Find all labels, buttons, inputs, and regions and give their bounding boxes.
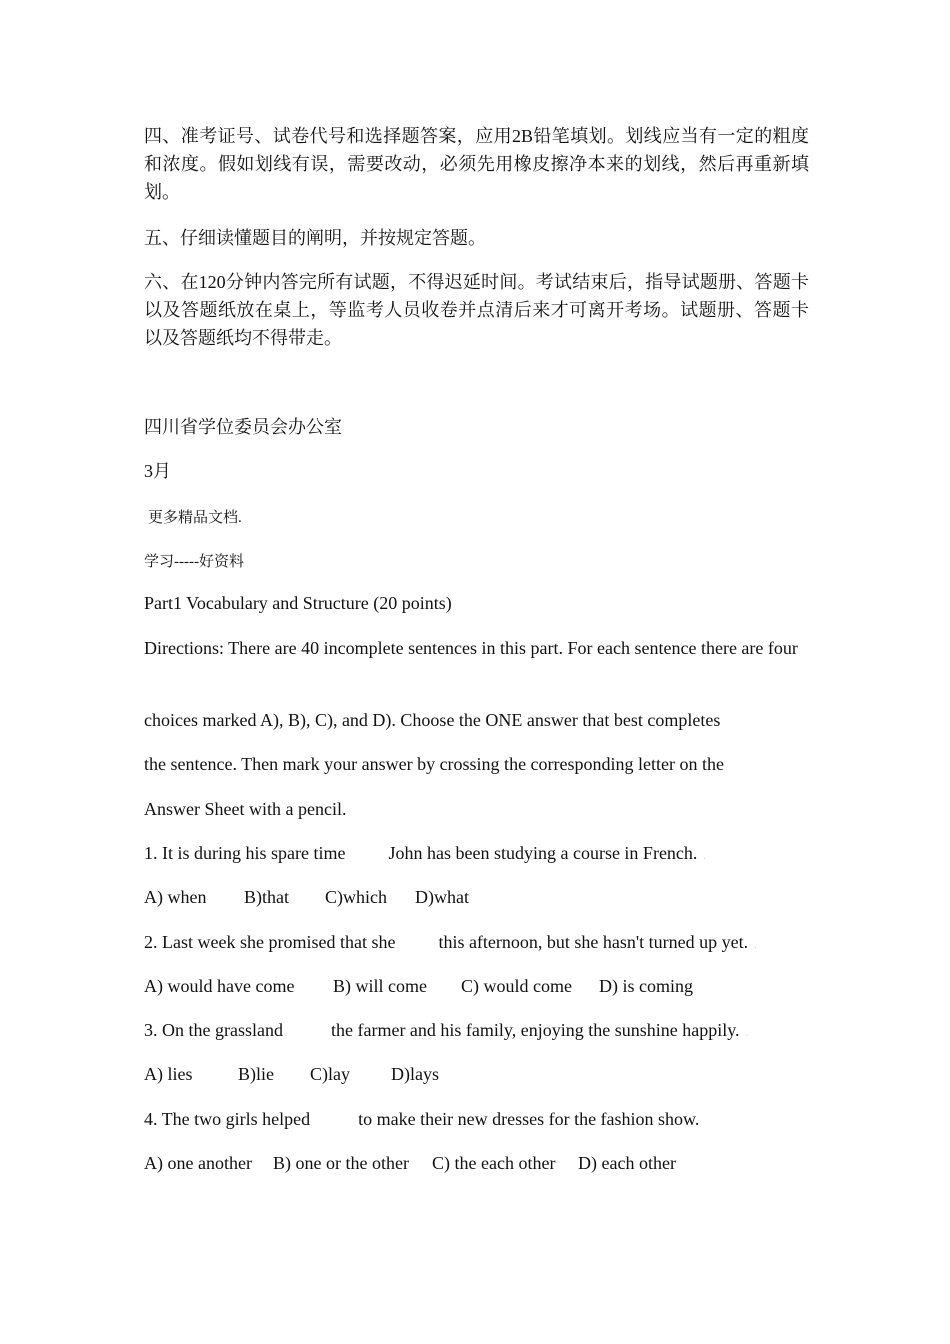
rule-item-5: 五、仔细读懂题目的阐明，并按规定答题。: [144, 228, 486, 248]
question-4-stem-after: to make their new dresses for the fashion show.: [358, 1109, 700, 1129]
option-c: C) the each other: [432, 1153, 556, 1173]
question-3-stem-after: the farmer and his family, enjoying the sunshine happily.: [330, 1020, 740, 1040]
question-2-stem-before: 2. Last week she promised that she: [144, 932, 396, 952]
option-d: D) is coming: [599, 976, 693, 996]
question-2-stem-after: this afternoon, but she hasn't turned up yet.: [438, 932, 749, 952]
option-b: B)that: [244, 887, 289, 907]
directions-line-4: Answer Sheet with a pencil.: [144, 799, 347, 819]
option-c: C)which: [325, 887, 387, 907]
rule-item-6: 六、在120分钟内答完所有试题，不得迟延时间。考试结束后，指导试题册、答题卡以及答题纸放在桌上，等监考人员收卷并点清后来才可离开考场。试题册、答题卡以及答题纸均不得带走。: [144, 272, 809, 348]
date: 3月: [144, 461, 171, 481]
option-b: B)lie: [238, 1064, 274, 1084]
question-1-options: [144, 884, 469, 910]
option-d: D) each other: [578, 1153, 676, 1173]
directions-line-3: the sentence. Then mark your answer by crossing the corresponding letter on the: [144, 754, 724, 774]
option-b: B) will come: [333, 976, 427, 996]
directions-line-1: Directions: There are 40 incomplete sentences in this part. For each sentence there are four: [144, 638, 798, 658]
option-c: C) would come: [461, 976, 572, 996]
option-a: A) when: [144, 887, 207, 907]
question-2-stem: [144, 929, 757, 959]
question-1-stem-before: 1. It is during his spare time: [144, 843, 346, 863]
option-a: A) one another: [144, 1153, 252, 1173]
option-a: A) would have come: [144, 976, 295, 996]
option-b: B) one or the other: [273, 1153, 409, 1173]
question-3-stem-before: 3. On the grassland: [144, 1020, 283, 1040]
option-a: A) lies: [144, 1064, 193, 1084]
option-d: D)lays: [391, 1064, 439, 1084]
paragraph-mark-icon: .: [754, 940, 757, 951]
part1-title: Part1 Vocabulary and Structure (20 points): [144, 593, 452, 613]
option-c: C)lay: [310, 1064, 350, 1084]
question-4-stem: [144, 1106, 699, 1132]
question-4-stem-before: 4. The two girls helped: [144, 1109, 311, 1129]
paragraph-mark-icon: .: [745, 1028, 749, 1039]
paragraph-mark-icon: .: [703, 851, 706, 862]
watermark-study-material: 学习-----好资料: [144, 554, 244, 570]
issuer: 四川省学位委员会办公室: [144, 417, 342, 437]
question-3-stem: [144, 1017, 748, 1047]
question-1-stem-after: John has been studying a course in French.: [388, 843, 698, 863]
question-4-options: [144, 1150, 676, 1176]
question-2-options: [144, 973, 693, 999]
question-3-options: [144, 1061, 439, 1087]
question-1-stem: [144, 840, 706, 870]
rule-item-4: 四、准考证号、试卷代号和选择题答案，应用2B铅笔填划。划线应当有一定的粗度和浓度。假如划线有误，需要改动，必须先用橡皮擦净本来的划线，然后再重新填划。: [144, 126, 809, 202]
watermark-more-docs: 更多精品文档.: [148, 510, 242, 526]
directions-line-2: choices marked A), B), C), and D). Choose the ONE answer that best completes: [144, 710, 721, 730]
option-d: D)what: [415, 887, 469, 907]
